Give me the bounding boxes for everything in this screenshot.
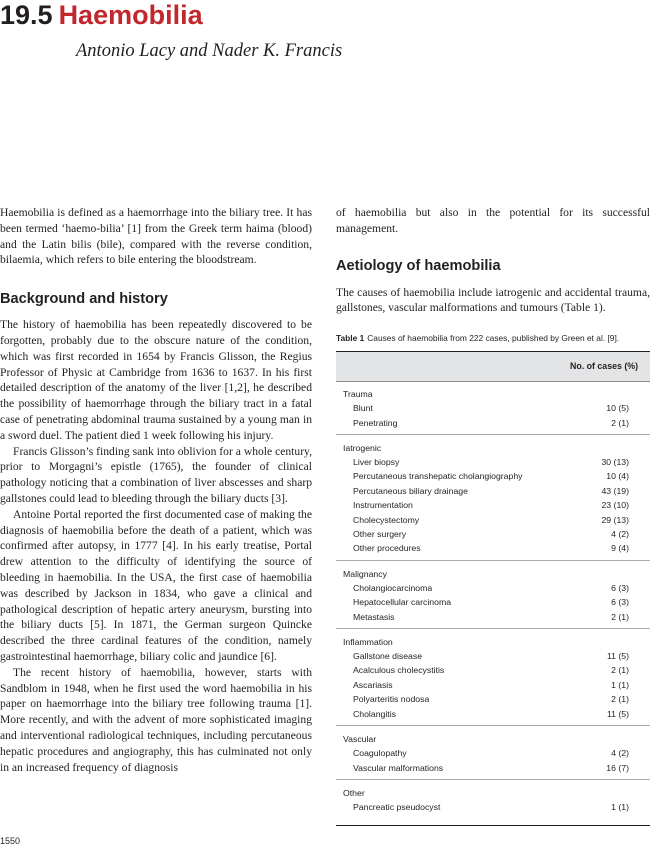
aetiology-heading: Aetiology of haemobilia <box>336 257 501 274</box>
table-cell-cases: 9 (4) <box>611 543 629 554</box>
table-cell-cases: 2 (1) <box>611 611 629 622</box>
table-cell-cause: Pancreatic pseudocyst <box>353 801 441 812</box>
table-group-title: Trauma <box>343 389 373 400</box>
table-cell-cases: 23 (10) <box>601 500 629 511</box>
table-cell-cause: Blunt <box>353 403 373 414</box>
section-header <box>0 0 203 32</box>
table-cell-cases: 16 (7) <box>606 762 629 773</box>
table-row <box>336 707 650 721</box>
table-cell-cause: Percutaneous transhepatic cholangiography <box>353 471 523 482</box>
table-cell-cases: 11 (5) <box>606 651 629 662</box>
table-group-title: Vascular <box>343 734 377 745</box>
table-row <box>336 455 650 469</box>
table-group <box>336 441 650 561</box>
table-row <box>336 761 650 775</box>
table-row <box>336 595 650 609</box>
table-label: Table 1 <box>336 333 365 344</box>
table-group <box>336 732 650 780</box>
table-cell-cause: Coagulopathy <box>353 748 407 759</box>
page-number: 1550 <box>0 836 21 846</box>
continuation-paragraph: of haemobilia but also in the potential for its successful management. <box>336 206 650 235</box>
intro-paragraph: Haemobilia is defined as a haemorrhage into the biliary tree. It has been termed ‘haemo-bilia’ [1] from the Greek term haima (blood) and the Latin bilis (bile), compared with the reverse condition, bilaemia, which refers to bile entering the bloodstream. <box>0 206 312 267</box>
table-cell-cases: 2 (1) <box>611 665 629 676</box>
table-row <box>336 800 650 814</box>
table-row <box>336 416 650 430</box>
table-row <box>336 498 650 512</box>
table-cell-cases: 11 (5) <box>606 708 629 719</box>
table-row <box>336 581 650 595</box>
table-cell-cases: 6 (3) <box>611 582 629 593</box>
table-group-title: Other <box>343 787 365 798</box>
table-cell-cause: Cholangitis <box>353 708 396 719</box>
right-column <box>336 205 650 826</box>
table-column-header: No. of cases (%) <box>570 361 638 372</box>
table-body <box>336 382 650 825</box>
authors: Antonio Lacy and Nader K. Francis <box>76 41 343 61</box>
table-group <box>336 786 650 818</box>
table-group-title: Inflammation <box>343 637 393 648</box>
table-cell-cause: Ascariasis <box>353 679 393 690</box>
table-cell-cause: Acalculous cholecystitis <box>353 665 445 676</box>
table-row <box>336 649 650 663</box>
table-cell-cases: 6 (3) <box>611 597 629 608</box>
table-group-title: Malignancy <box>343 568 387 579</box>
table-cell-cause: Other procedures <box>353 543 421 554</box>
table-group <box>336 567 650 629</box>
table-cell-cause: Vascular malformations <box>353 762 444 773</box>
table-row <box>336 527 650 541</box>
table-row <box>336 746 650 760</box>
background-heading: Background and history <box>0 291 168 308</box>
background-paragraph-2: Francis Glisson’s finding sank into oblivion for a whole century, prior to Morgagni’s epistle (1765), the founder of clinical pathology noticing that a combination of liver abscesses and sharp gallstones could lead to bleeding through the biliary ducts [3]. <box>0 444 312 505</box>
table-cell-cases: 4 (2) <box>611 529 629 540</box>
table-cell-cause: Percutaneous biliary drainage <box>353 485 468 496</box>
background-paragraph-3: Antoine Portal reported the first documented case of making the diagnosis of haemobilia before the death of a patient, which was confirmed after autopsy, in 1777 [4]. In his early treatise, Portal drew attention to the difficulty of identifying the source of bleeding in haemobilia. In the USA, the first case of haemobilia was described by Jackson in 1834, who gave a clinical and pathological description of hepatic artery aneurysm, bursting into the biliary ducts [5]. In 1871, the German surgeon Quincke described the three cardinal features of the condition, namely gastrointestinal haemorrhage, biliary colic and jaundice [6]. <box>0 507 312 663</box>
table-cell-cause: Hepatocellular carcinoma <box>353 597 452 608</box>
table-group <box>336 635 650 726</box>
table-group-title: Iatrogenic <box>343 443 382 453</box>
table-cell-cases: 10 (4) <box>606 471 629 482</box>
section-number: 19.5 <box>0 0 53 30</box>
table-row <box>336 663 650 677</box>
table-caption-text: Causes of haemobilia from 222 cases, published by Green et al. [9]. <box>367 333 620 344</box>
section-title: Haemobilia <box>58 0 203 30</box>
table-cell-cases: 1 (1) <box>611 801 629 812</box>
table-header-row <box>336 352 650 382</box>
background-paragraph-4: The recent history of haemobilia, however, starts with Sandblom in 1948, when he first used the word haemobilia in his paper on haemorrhage into the biliary tree following trauma [1]. More recently, and with the advent of more sophisticated imaging and interventional radiological techniques, including percutaneous hepatic procedures and angiography, this has culminated not only in an increased frequency of diagnosis <box>0 665 312 774</box>
table-cell-cases: 43 (19) <box>601 485 629 496</box>
table-row <box>336 692 650 706</box>
left-column <box>0 205 312 775</box>
table-cell-cases: 1 (1) <box>611 679 629 690</box>
table-cell-cause: Penetrating <box>353 417 398 428</box>
causes-table <box>336 351 650 826</box>
table-cell-cause: Gallstone disease <box>353 651 423 662</box>
table-group <box>336 387 650 435</box>
table-cell-cases: 4 (2) <box>611 748 629 759</box>
table-row <box>336 678 650 692</box>
table-cell-cases: 10 (5) <box>606 403 629 414</box>
table-cell-cases: 30 (13) <box>601 457 629 467</box>
table-row <box>336 610 650 624</box>
table-cell-cause: Instrumentation <box>353 500 413 511</box>
table-row <box>336 513 650 527</box>
table-row <box>336 541 650 555</box>
table-row <box>336 401 650 415</box>
table-row <box>336 469 650 483</box>
table-cell-cases: 29 (13) <box>601 514 629 525</box>
table-cell-cause: Cholangiocarcinoma <box>353 582 433 593</box>
aetiology-paragraph: The causes of haemobilia include iatrogenic and accidental trauma, gallstones, vascular malformations and tumours (Table 1). <box>336 285 650 315</box>
table-cell-cases: 2 (1) <box>611 694 629 705</box>
table-cell-cause: Other surgery <box>353 529 407 540</box>
table-cell-cause: Polyarteritis nodosa <box>353 694 430 705</box>
table-cell-cause: Liver biopsy <box>353 457 400 467</box>
table-cell-cause: Cholecystectomy <box>353 514 420 525</box>
table-row <box>336 484 650 498</box>
table-caption <box>336 333 650 344</box>
table-cell-cases: 2 (1) <box>611 417 629 428</box>
table-cell-cause: Metastasis <box>353 611 395 622</box>
background-paragraph-1: The history of haemobilia has been repeatedly discovered to be forgotten, probably due to the obscure nature of the condition, which was first recorded in 1654 by Francis Glisson, the Regius Professor of Physic at Cambridge from 1636 to 1637. In his first detailed description of the anatomy of the liver [1,2], he described the possibility of haemorrhage through the biliary tract in a fatal case of penetrating abdominal trauma sustained by a young man in a sword duel. The patient died 1 week following his injury. <box>0 318 312 442</box>
